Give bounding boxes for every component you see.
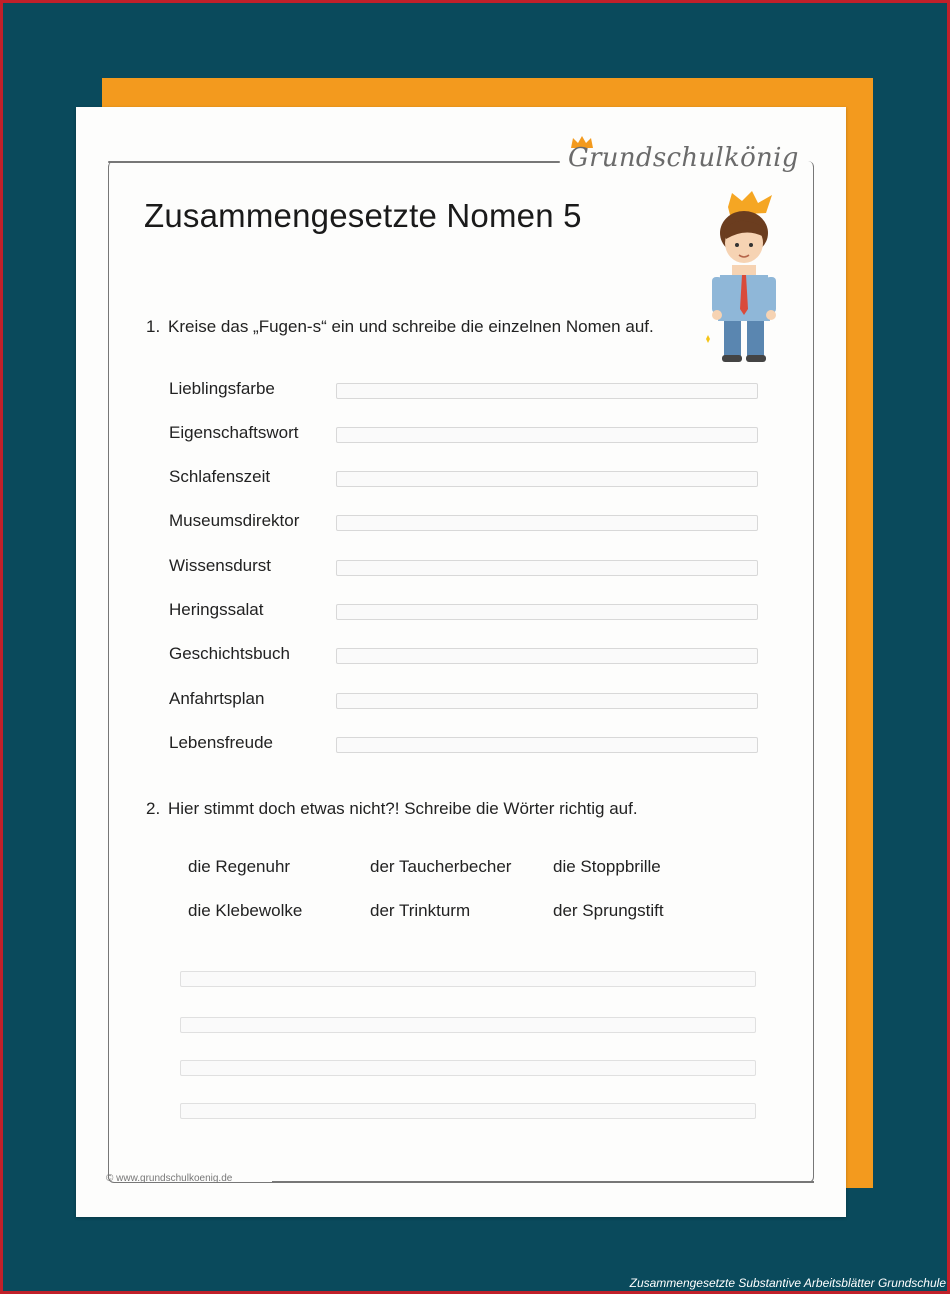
compound-word: Lebensfreude xyxy=(169,733,273,752)
writing-line[interactable] xyxy=(180,1017,756,1033)
compound-word: Lieblingsfarbe xyxy=(169,379,275,398)
worksheet-page xyxy=(76,107,846,1217)
image-caption: Zusammengesetzte Substantive Arbeitsblätter Grundschule xyxy=(629,1276,946,1290)
task-2-number: 2. xyxy=(146,799,161,818)
answer-field[interactable] xyxy=(336,648,758,664)
compound-word: Anfahrtsplan xyxy=(169,689,265,708)
answer-field[interactable] xyxy=(336,471,758,487)
footer-line xyxy=(272,1181,814,1183)
boy-king-illustration xyxy=(696,189,786,365)
compound-word: Heringssalat xyxy=(169,600,264,619)
worksheet-title: Zusammengesetzte Nomen 5 xyxy=(144,197,582,234)
answer-field[interactable] xyxy=(336,515,758,531)
compound-word: Geschichtsbuch xyxy=(169,644,290,663)
task-2-instruction xyxy=(146,799,638,819)
compound-word: Schlafenszeit xyxy=(169,467,271,486)
answer-field[interactable] xyxy=(336,427,758,443)
task-2-text: Hier stimmt doch etwas nicht?! Schreibe die Wörter richtig auf. xyxy=(168,799,638,818)
answer-field[interactable] xyxy=(336,560,758,576)
mixed-word: der Taucherbecher xyxy=(370,857,512,876)
compound-word: Eigenschaftswort xyxy=(169,423,299,442)
task-1-number: 1. xyxy=(146,317,161,336)
writing-line[interactable] xyxy=(180,971,756,987)
mixed-word: die Klebewolke xyxy=(188,901,303,920)
answer-field[interactable] xyxy=(336,383,758,399)
answer-field[interactable] xyxy=(336,604,758,620)
answer-field[interactable] xyxy=(336,693,758,709)
mixed-word: die Stoppbrille xyxy=(553,857,661,876)
writing-line[interactable] xyxy=(180,1060,756,1076)
mixed-word: der Sprungstift xyxy=(553,901,664,920)
writing-line[interactable] xyxy=(180,1103,756,1119)
compound-word: Museumsdirektor xyxy=(169,511,300,530)
task-1-instruction xyxy=(146,317,654,337)
mixed-word: die Regenuhr xyxy=(188,857,291,876)
mixed-word: der Trinkturm xyxy=(370,901,471,920)
compound-word: Wissensdurst xyxy=(169,556,272,575)
task-1-text: Kreise das „Fugen-s“ ein und schreibe die einzelnen Nomen auf. xyxy=(168,317,654,336)
footer-copyright: © www.grundschulkoenig.de xyxy=(106,1173,233,1184)
brand-logo: Grundschulkönig xyxy=(568,143,799,173)
answer-field[interactable] xyxy=(336,737,758,753)
